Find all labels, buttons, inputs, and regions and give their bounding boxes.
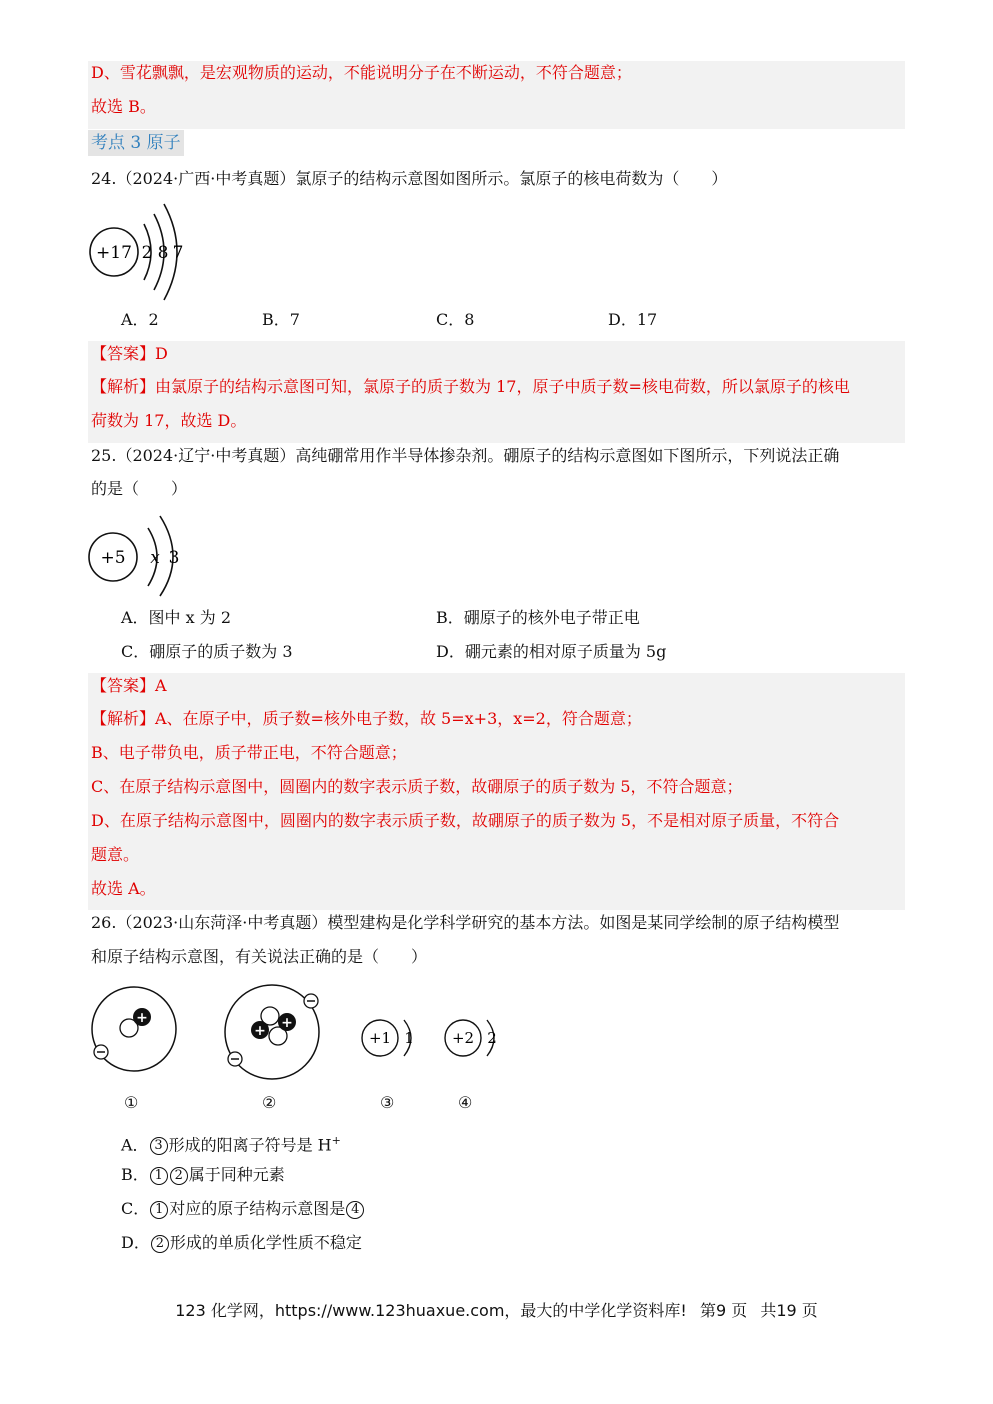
q26-option-b: B． 1 2 属于同种元素 bbox=[121, 1165, 285, 1184]
footer-page-number: 第9 页 bbox=[699, 1301, 748, 1320]
circled-number: 4 bbox=[346, 1201, 364, 1219]
figure-label-2: ② bbox=[262, 1093, 277, 1112]
circled-number: 1 bbox=[150, 1201, 168, 1219]
svg-text:+: + bbox=[281, 1015, 293, 1031]
q25-analysis-line-1: 【解析】A、在原子中，质子数=核外电子数，故 5=x+3，x=2，符合题意； bbox=[91, 709, 642, 728]
q26-d4-shell-label: 2 bbox=[487, 1029, 497, 1047]
circled-number: 3 bbox=[150, 1137, 168, 1155]
q26-d3-nucleus-label: +1 bbox=[368, 1029, 392, 1047]
q26-d3-shell-label: 1 bbox=[404, 1029, 414, 1047]
q24-nucleus-label: +17 bbox=[96, 243, 132, 263]
figure-label-3: ③ bbox=[380, 1093, 395, 1112]
figure-label-1: ① bbox=[124, 1093, 139, 1112]
q26-stem-line-1: 26.（2023·山东菏泽·中考真题）模型建构是化学科学研究的基本方法。如图是某同学绘制的原子结构模型 bbox=[91, 913, 840, 932]
previous-conclusion-line: 故选 B。 bbox=[91, 97, 156, 116]
footer-total-pages: 共19 页 bbox=[760, 1301, 818, 1320]
circled-number: 2 bbox=[170, 1167, 188, 1185]
figure-label-4: ④ bbox=[458, 1093, 473, 1112]
circled-number: 2 bbox=[151, 1235, 169, 1253]
page-footer bbox=[0, 1298, 993, 1321]
q24-option-a: A．2 bbox=[121, 310, 159, 329]
q25-option-b: B．硼原子的核外电子带正电 bbox=[436, 608, 640, 627]
q26-option-c: C． 1 对应的原子结构示意图是 4 bbox=[121, 1196, 365, 1222]
atom-diagram-4 bbox=[443, 1016, 503, 1062]
q24-shell-label-3: 7 bbox=[172, 243, 184, 263]
footer-site: 123 化学网，https://www.123huaxue.com，最大的中学化学资料库! bbox=[175, 1301, 687, 1320]
q25-analysis-line-6: 故选 A。 bbox=[91, 879, 156, 898]
q25-answer: 【答案】A bbox=[91, 676, 167, 695]
q26-stem-line-2: 和原子结构示意图，有关说法正确的是（ ） bbox=[91, 947, 428, 966]
q25-stem-line-1: 25.（2024·辽宁·中考真题）高纯硼常用作半导体掺杂剂。硼原子的结构示意图如下图所示，下列说法正确 bbox=[91, 446, 840, 465]
q25-option-a: A．图中 x 为 2 bbox=[121, 608, 232, 627]
q25-option-c: C．硼原子的质子数为 3 bbox=[121, 642, 293, 661]
q24-shell-label-2: 8 bbox=[157, 243, 169, 263]
q26-d4-nucleus-label: +2 bbox=[451, 1029, 475, 1047]
q25-analysis-line-5: 题意。 bbox=[91, 845, 140, 864]
svg-text:+: + bbox=[254, 1023, 266, 1039]
q25-option-d: D．硼元素的相对原子质量为 5g bbox=[436, 642, 667, 661]
section-tag: 考点 3 原子 bbox=[88, 130, 184, 156]
svg-text:+: + bbox=[136, 1010, 148, 1026]
q25-nucleus-label: +5 bbox=[100, 548, 126, 568]
q24-option-c: C．8 bbox=[436, 310, 475, 329]
q24-option-b: B．7 bbox=[262, 310, 300, 329]
atom-model-2 bbox=[222, 985, 326, 1083]
q24-stem: 24.（2024·广西·中考真题）氯原子的结构示意图如图所示。氯原子的核电荷数为（ ） bbox=[91, 169, 728, 188]
atom-model-1 bbox=[90, 985, 180, 1077]
q25-analysis-line-3: C、在原子结构示意图中，圆圈内的数字表示质子数，故硼原子的质子数为 5，不符合题意； bbox=[91, 777, 743, 796]
previous-analysis-line: D、雪花飘飘，是宏观物质的运动，不能说明分子在不断运动，不符合题意； bbox=[91, 63, 632, 82]
q25-shell-label-1: x bbox=[150, 548, 160, 568]
q26-option-a: A． 3 形成的阳离子符号是 H+ bbox=[121, 1134, 341, 1155]
q25-stem-line-2: 的是（ ） bbox=[91, 479, 188, 498]
q24-analysis-line-2: 荷数为 17，故选 D。 bbox=[91, 411, 247, 430]
q26-option-d: D． 2 形成的单质化学性质不稳定 bbox=[121, 1233, 362, 1252]
q24-analysis-line-1: 【解析】由氯原子的结构示意图可知，氯原子的质子数为 17，原子中质子数=核电荷数，所以氯原子的核电 bbox=[91, 377, 850, 396]
q25-analysis-line-4: D、在原子结构示意图中，圆圈内的数字表示质子数，故硼原子的质子数为 5，不是相对原子质量，不符合 bbox=[91, 811, 840, 830]
q25-analysis-line-2: B、电子带负电，质子带正电，不符合题意； bbox=[91, 743, 407, 762]
circled-number: 1 bbox=[150, 1167, 168, 1185]
boron-atom-diagram bbox=[88, 512, 188, 598]
q24-shell-label-1: 2 bbox=[141, 243, 153, 263]
q24-option-d: D．17 bbox=[608, 310, 658, 329]
chlorine-atom-diagram bbox=[88, 200, 198, 300]
q25-shell-label-2: 3 bbox=[168, 548, 180, 568]
q24-answer: 【答案】D bbox=[91, 344, 168, 363]
atom-diagram-3 bbox=[360, 1016, 420, 1062]
